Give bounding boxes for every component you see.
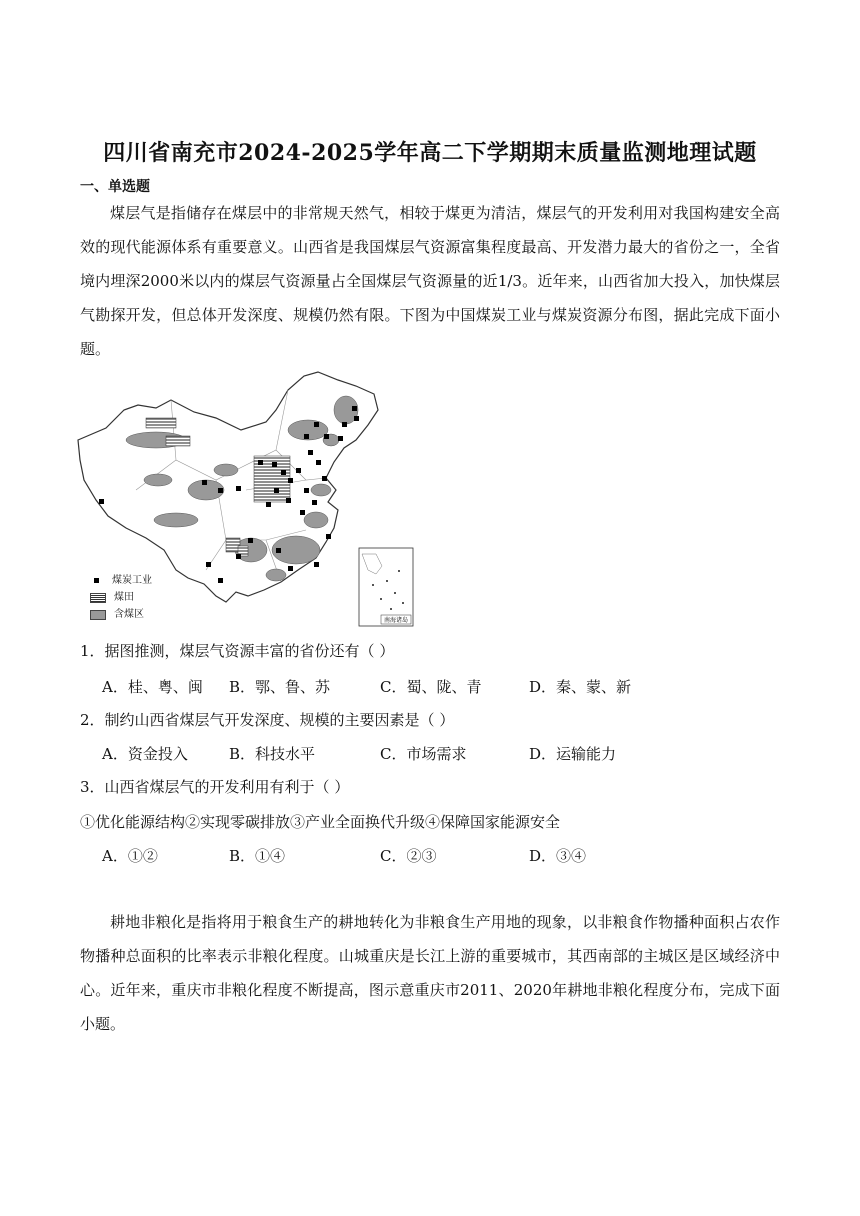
option-d[interactable]: D．秦、蒙、新 xyxy=(529,678,632,696)
option-a[interactable]: A．桂、粤、闽 xyxy=(102,678,203,696)
option-a[interactable]: A．①② xyxy=(102,847,158,865)
coal-area-legend-icon xyxy=(90,610,106,620)
question-2: 2．制约山西省煤层气开发深度、规模的主要因素是（ ） xyxy=(80,711,455,729)
question-1: 1．据图推测，煤层气资源丰富的省份还有（ ） xyxy=(80,642,395,660)
option-d[interactable]: D．③④ xyxy=(529,847,587,865)
option-b[interactable]: B．鄂、鲁、苏 xyxy=(229,678,331,696)
option-b[interactable]: B．科技水平 xyxy=(229,745,316,763)
inset-label: 南海诸岛 xyxy=(383,617,409,624)
section-heading: 一、单选题 xyxy=(80,179,150,195)
passage-coalbed-methane: 煤层气是指储存在煤层中的非常规天然气，相较于煤更为清洁，煤层气的开发利用对我国构建安全高效的现代能源体系有重要意义。山西省是我国煤层气资源富集程度最高、开发潜力最大的省份之一，全省境内埋深2000米以内的煤层气资源量占全国煤层气资源量的近1/3。近年来，山西省加大投入，加快煤层气勘探开发，但总体开发深度、规模仍然有限。下图为中国煤炭工业与煤炭资源分布图，据此完成下面小题。 xyxy=(80,204,780,358)
question-3: 3．山西省煤层气的开发利用有利于（ ） xyxy=(80,778,350,796)
option-c[interactable]: C．市场需求 xyxy=(380,745,467,763)
legend-label-coal-field: 煤田 xyxy=(114,591,134,603)
question-3-statements: ①优化能源结构②实现零碳排放③产业全面换代升级④保障国家能源安全 xyxy=(80,813,561,831)
coal-field-legend-icon xyxy=(90,593,106,603)
south-china-sea-inset xyxy=(359,548,413,626)
coal-industry-legend-icon xyxy=(94,578,99,583)
passage-farmland-nongrain: 耕地非粮化是指将用于粮食生产的耕地转化为非粮食生产用地的现象，以非粮食作物播种面积占农作物播种总面积的比率表示非粮化程度。山城重庆是长江上游的重要城市，其西南部的主城区是区域经济中心。近年来，重庆市非粮化程度不断提高，图示意重庆市2011、2020年耕地非粮化程度分布，完成下面小题。 xyxy=(80,913,780,1033)
legend-label-coal-industry: 煤炭工业 xyxy=(112,574,152,586)
page-title: 四川省南充市2024-2025学年高二下学期期末质量监测地理试题 xyxy=(103,140,757,166)
option-a[interactable]: A．资金投入 xyxy=(102,745,188,763)
option-d[interactable]: D．运输能力 xyxy=(529,745,617,763)
option-c[interactable]: C．②③ xyxy=(380,847,437,865)
legend-label-coal-area: 含煤区 xyxy=(114,608,144,620)
option-b[interactable]: B．①④ xyxy=(229,847,286,865)
china-outline xyxy=(78,372,378,602)
option-c[interactable]: C．蜀、陇、青 xyxy=(380,678,482,696)
map-legend xyxy=(90,572,152,623)
